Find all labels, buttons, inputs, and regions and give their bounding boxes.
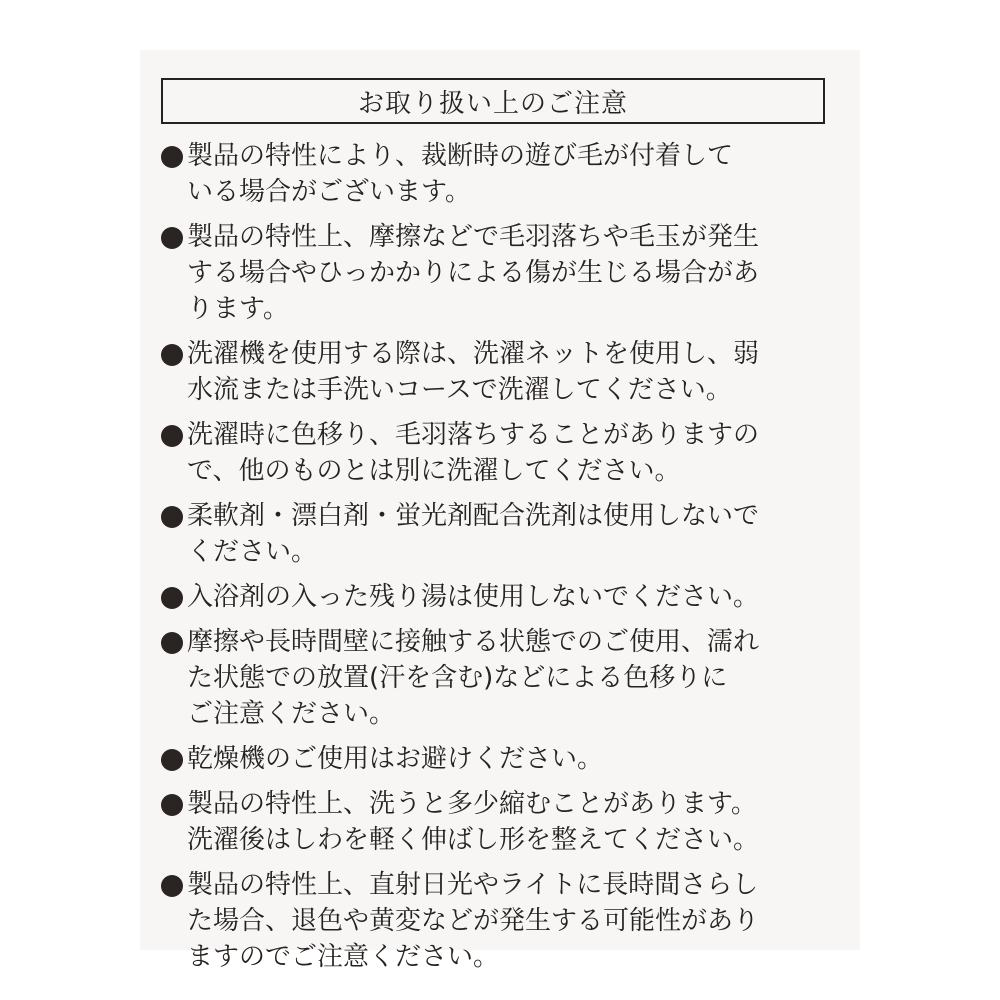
bullet-icon xyxy=(161,146,183,168)
care-note-line: いる場合がございます。 xyxy=(187,177,471,207)
care-title: お取り扱い上のご注意 xyxy=(161,78,825,124)
care-notes-list xyxy=(161,138,841,984)
care-note-line: 製品の特性により、裁断時の遊び毛が付着して xyxy=(187,141,734,171)
care-note-line: た場合、退色や黄変などが発生する可能性があり xyxy=(187,906,760,936)
care-note-line: 製品の特性上、直射日光やライトに長時間さらし xyxy=(187,870,759,900)
care-note-line: する場合やひっかかりによる傷が生じる場合があ xyxy=(187,258,760,288)
care-note-line: 水流または手洗いコースで洗濯してください。 xyxy=(187,375,732,405)
care-note-line: ください。 xyxy=(187,537,318,567)
care-note xyxy=(161,867,841,975)
care-note-line: 洗濯時に色移り、毛羽落ちすることがありますの xyxy=(187,420,760,450)
bullet-icon xyxy=(161,794,183,816)
care-note-line: ますのでご注意ください。 xyxy=(187,942,500,972)
bullet-icon xyxy=(161,875,183,897)
care-note xyxy=(161,336,841,408)
bullet-icon xyxy=(161,425,183,447)
care-note-line: ります。 xyxy=(187,294,289,324)
bullet-icon xyxy=(161,506,183,528)
care-note xyxy=(161,624,841,732)
care-note-line: ご注意ください。 xyxy=(187,699,396,729)
care-note xyxy=(161,786,841,858)
care-note xyxy=(161,741,841,777)
care-note-line: 洗濯後はしわを軽く伸ばし形を整えてください。 xyxy=(187,825,760,855)
care-note xyxy=(161,138,841,210)
care-note-line: 摩擦や長時間壁に接触する状態でのご使用、濡れ xyxy=(187,627,760,657)
care-note xyxy=(161,498,841,570)
bullet-icon xyxy=(161,749,183,771)
bullet-icon xyxy=(161,632,183,654)
care-note-line: で、他のものとは別に洗濯してください。 xyxy=(187,456,681,486)
care-note xyxy=(161,417,841,489)
care-note-line: 柔軟剤・漂白剤・蛍光剤配合洗剤は使用しないで xyxy=(187,501,760,531)
care-note xyxy=(161,579,841,615)
bullet-icon xyxy=(161,344,183,366)
care-note-line: 洗濯機を使用する際は、洗濯ネットを使用し、弱 xyxy=(187,339,760,369)
care-note-line: 製品の特性上、摩擦などで毛羽落ちや毛玉が発生 xyxy=(187,222,760,252)
care-note-line: 入浴剤の入った残り湯は使用しないでください。 xyxy=(187,582,760,612)
bullet-icon xyxy=(161,587,183,609)
bullet-icon xyxy=(161,227,183,249)
care-note-line: 製品の特性上、洗うと多少縮むことがあります。 xyxy=(187,789,757,819)
care-note xyxy=(161,219,841,327)
care-note-line: 乾燥機のご使用はお避けください。 xyxy=(187,744,604,774)
care-note-line: た状態での放置(汗を含む)などによる色移りに xyxy=(187,663,728,693)
